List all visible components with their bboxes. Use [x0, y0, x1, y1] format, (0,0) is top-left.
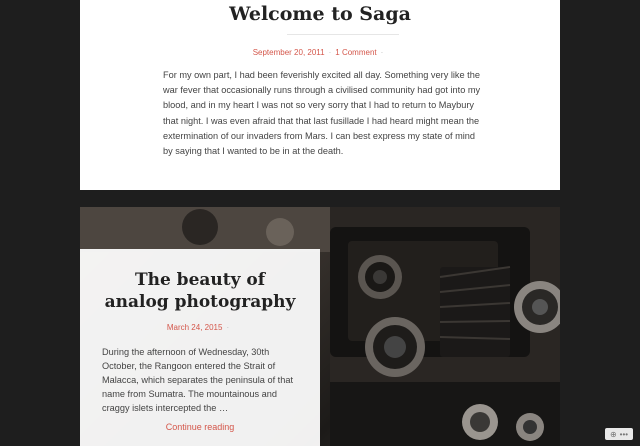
meta-separator: · — [380, 48, 384, 57]
post-title[interactable] — [80, 269, 320, 313]
title-divider — [287, 34, 399, 35]
post-title-line2[interactable]: analog photography — [104, 292, 296, 312]
post-card — [80, 249, 320, 446]
ellipsis-icon[interactable]: ••• — [619, 429, 629, 439]
post-date[interactable]: September 20, 2011 — [252, 48, 325, 57]
post-analog-photography — [80, 207, 560, 446]
post-date[interactable]: March 24, 2015 — [166, 323, 223, 332]
post-title[interactable]: Welcome to Saga — [229, 3, 411, 25]
meta-separator: · — [226, 323, 230, 332]
post-title-line1[interactable]: The beauty of — [134, 270, 266, 290]
actionbar-widget[interactable] — [605, 428, 633, 440]
continue-reading-link[interactable]: Continue reading — [165, 422, 235, 432]
meta-separator: · — [328, 48, 332, 57]
plus-circle-icon[interactable]: ⊕ — [609, 429, 617, 439]
post-welcome — [80, 0, 560, 190]
post-meta — [80, 48, 560, 57]
post-meta — [80, 323, 320, 332]
post-excerpt: For my own part, I had been feverishly excited all day. Something very like the war fever that occasionally runs through a civilised community had got into my blood, and in my heart I was not so very sorry that I had to return to Maybury that night. I was even afraid that that last fusillade I had heard might mean the extermination of our invaders from Mars. I can best express my state of mind by saying that I wanted to be in at the death. — [163, 70, 481, 157]
post-excerpt: During the afternoon of Wednesday, 30th October, the Rangoon entered the Strait of Malacca, which separates the peninsula of that name from Sumatra. The mountainous and craggy islets intercepted the … — [102, 347, 294, 414]
comments-link[interactable]: 1 Comment — [335, 48, 377, 57]
